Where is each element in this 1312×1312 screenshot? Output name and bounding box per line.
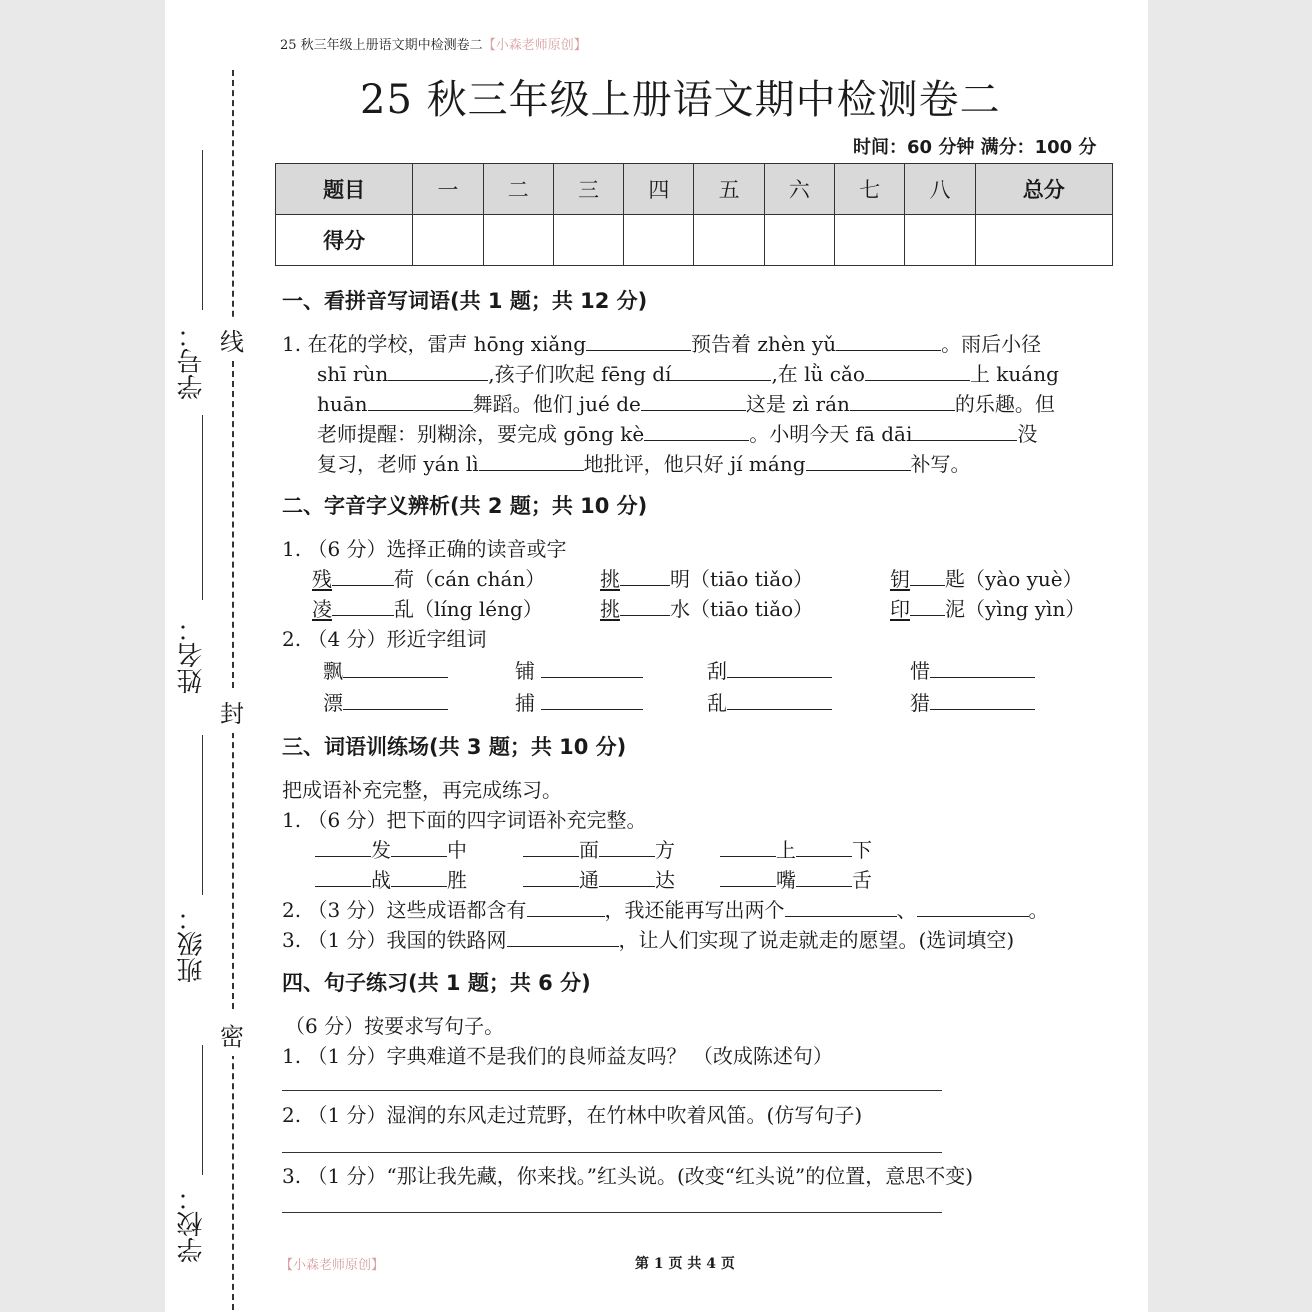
student-id-blank [202,150,203,310]
class-label: 班级： [177,905,207,983]
score-cell[interactable] [553,215,623,266]
name-label: 姓名： [177,616,207,694]
idiom-item: 发 中 [315,834,467,863]
section2-heading: 二、字音字义辨析(共 2 题；共 10 分) [282,494,648,518]
pronunciation-item: 挑 明（tiāo tiǎo） [600,567,814,591]
section3-q2: 2. （3 分）这些成语都含有 ，我还能再写出两个 、 。 [282,898,1049,922]
similar-char-item: 漂 [323,687,448,716]
binding-char-line: 线 [220,318,244,361]
score-cell[interactable] [975,215,1112,266]
footer-tag: 【小森老师原创】 [280,1258,385,1273]
section4-q2: 2. （1 分）湿润的东风走过荒野，在竹林中吹着风笛。(仿写句子) [282,1103,863,1127]
score-cell[interactable] [905,215,975,266]
answer-line[interactable] [282,1090,942,1091]
pronunciation-item: 印 泥（yìng yìn） [890,597,1086,621]
header-note-tag: 【小森老师原创】 [482,38,587,53]
idiom-item: 上 下 [720,834,872,863]
score-cell[interactable] [413,215,483,266]
pronunciation-item: 残 荷（cán chán） [312,567,546,591]
section1-line: shī rùn ,孩子们吹起 fēng dí ,在 lǜ cǎo 上 kuáng [317,362,1059,386]
section4-heading: 四、句子练习(共 1 题；共 6 分) [282,971,591,995]
section1-line: huān 舞蹈。他们 jué de 这是 zì rán 的乐趣。但 [317,392,1055,416]
school-blank [202,1045,203,1175]
score-table-score-row [276,215,1113,266]
section3-q3: 3. （1 分）我国的铁路网 ，让人们实现了说走就走的愿望。(选词填空) [282,928,1015,952]
answer-line[interactable] [282,1212,942,1213]
section3-q1: 1. （6 分）把下面的四字词语补充完整。 [282,808,647,832]
binding-char-seal: 封 [220,690,244,733]
score-header-cell: 题目 [276,164,413,215]
score-header-cell: 三 [553,164,623,215]
section4-intro: （6 分）按要求写句子。 [285,1014,505,1038]
section3-heading: 三、词语训练场(共 3 题；共 10 分) [282,735,627,759]
similar-char-item: 捕 [515,687,643,716]
binding-char-secret: 密 [220,1013,244,1056]
section1-line: 复习，老师 yán lì 地批评，他只好 jí máng 补写。 [317,452,971,476]
score-header-cell: 六 [764,164,834,215]
section1-line: 1. 在花的学校，雷声 hōng xiǎng 预告着 zhèn yǔ 。雨后小径 [282,332,1042,356]
score-header-cell: 二 [483,164,553,215]
idiom-item: 面 方 [523,834,675,863]
section4-q1: 1. （1 分）字典难道不是我们的良师益友吗？ （改成陈述句） [282,1044,833,1068]
similar-char-item: 铺 [515,655,643,684]
score-header-cell: 一 [413,164,483,215]
idiom-item: 嘴 舌 [720,864,872,893]
pronunciation-item: 挑 水（tiāo tiǎo） [600,597,814,621]
similar-char-item: 猎 [910,687,1035,716]
similar-char-item: 飘 [323,655,448,684]
pronunciation-item: 钥 匙（yào yuè） [890,567,1083,591]
section1-line: 老师提醒：别糊涂，要完成 gōng kè 。小明今天 fā dāi 没 [317,422,1038,446]
class-blank [202,735,203,895]
exam-meta: 时间：60 分钟 满分：100 分 [853,137,1097,158]
score-table [275,163,1113,266]
header-note: 25 秋三年级上册语文期中检测卷二【小森老师原创】 [280,38,587,53]
score-header-cell: 七 [835,164,905,215]
similar-char-item: 刮 [707,655,832,684]
section1-heading: 一、看拼音写词语(共 1 题；共 12 分) [282,289,648,313]
score-cell[interactable] [694,215,764,266]
school-label: 学校： [177,1185,207,1263]
score-cell[interactable] [483,215,553,266]
score-header-cell: 总分 [975,164,1112,215]
section3-intro: 把成语补充完整，再完成练习。 [282,778,562,802]
score-cell[interactable] [624,215,694,266]
name-blank [202,415,203,600]
score-table-header-row [276,164,1113,215]
page-number: 第 1 页 共 4 页 [635,1256,735,1272]
student-id-label: 学号： [177,322,207,400]
similar-char-item: 惜 [910,655,1035,684]
page-title: 25 秋三年级上册语文期中检测卷二 [360,77,1001,123]
score-header-cell: 五 [694,164,764,215]
answer-line[interactable] [282,1152,942,1153]
section2-q1: 1. （6 分）选择正确的读音或字 [282,537,567,561]
exam-page [165,0,1148,1312]
score-header-cell: 四 [624,164,694,215]
similar-char-item: 乱 [707,687,832,716]
score-cell[interactable] [835,215,905,266]
section4-q3: 3. （1 分）“那让我先藏，你来找。”红头说。(改变“红头说”的位置，意思不变) [282,1164,974,1188]
pronunciation-item: 凌 乱（líng léng） [312,597,543,621]
idiom-item: 通 达 [523,864,675,893]
idiom-item: 战 胜 [315,864,467,893]
score-header-cell: 八 [905,164,975,215]
score-cell[interactable] [764,215,834,266]
score-row-label: 得分 [276,215,413,266]
section2-q2: 2. （4 分）形近字组词 [282,627,487,651]
